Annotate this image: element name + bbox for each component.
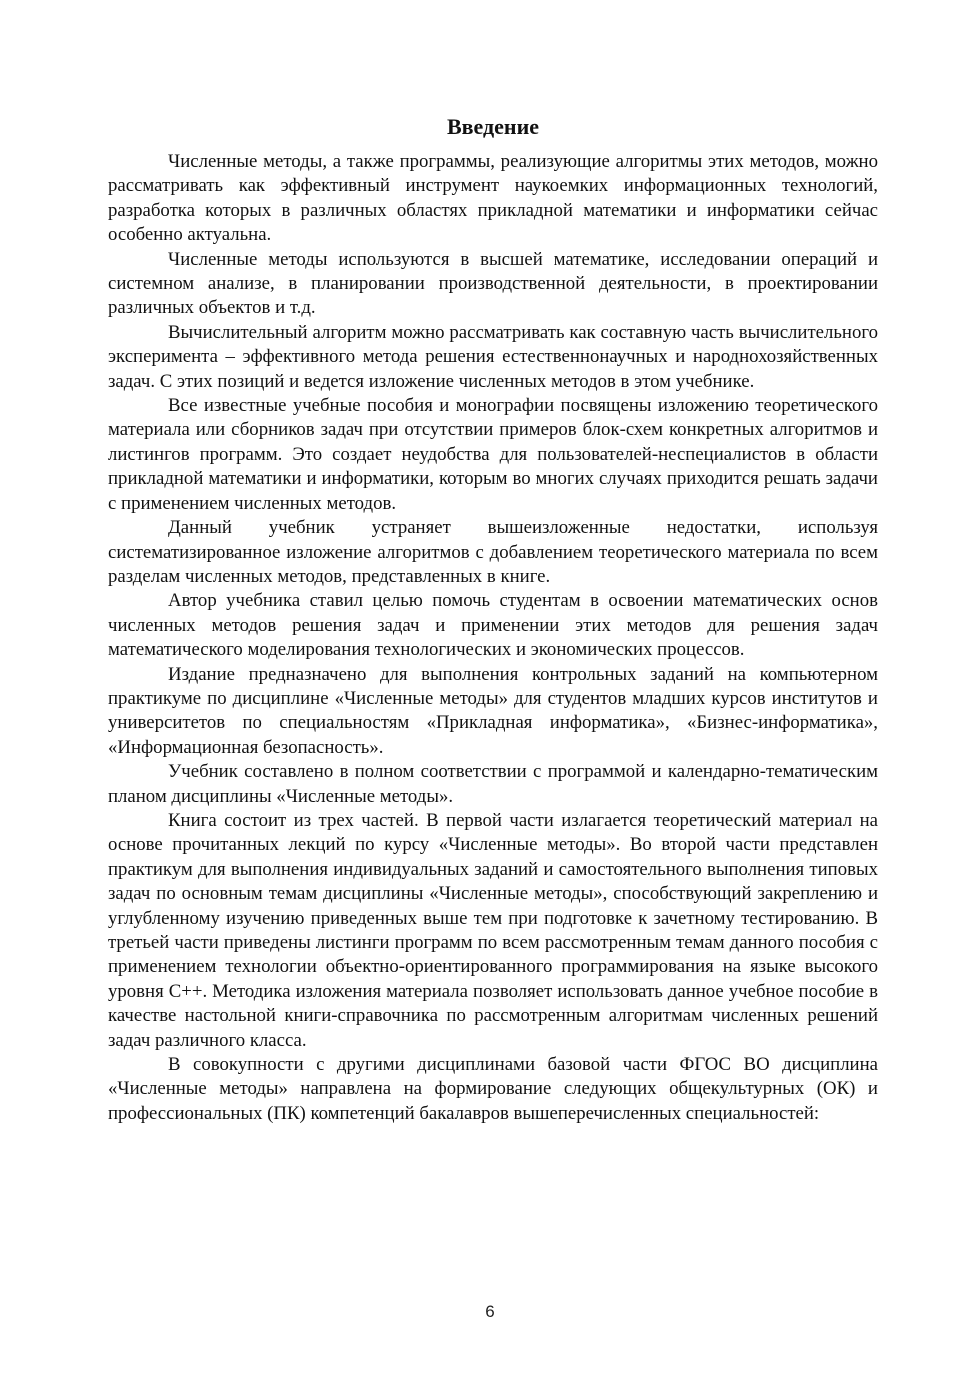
paragraph-3: Вычислительный алгоритм можно рассматривать как составную часть вычислительного эксперимента – эффективного метода решения естественнонаучных и народнохозяйственных задач. С этих позиций и ведется изложение численных методов в этом учебнике.	[108, 321, 878, 392]
page-number: 6	[485, 1302, 495, 1321]
paragraph-5: Данный учебник устраняет вышеизложенные недостатки, используя систематизированное изложение алгоритмов с добавлением теоретического материала по всем разделам численных методов, представленных в книге.	[108, 517, 878, 587]
paragraph-8: Учебник составлено в полном соответствии с программой и календарно-тематическим планом дисциплины «Численные методы».	[108, 761, 878, 807]
paragraph-4: Все известные учебные пособия и монографии посвящены изложению теоретического материала или сборников задач при отсутствии примеров блок-схем конкретных алгоритмов и листингов программ. Это создает неудобства для пользователей-неспециалистов в области прикладной математики и информатики, которым во многих случаях приходится решать задачи с применением численных методов.	[108, 395, 878, 514]
paragraph-10: В совокупности с другими дисциплинами базовой части ФГОС ВО дисциплина «Численные методы» направлена на формирование следующих общекультурных (ОК) и профессиональных (ПК) компетенций бакалавров вышеперечисленных специальностей:	[108, 1054, 878, 1124]
page-title: Введение	[446, 114, 540, 139]
paragraph-7: Издание предназначено для выполнения контрольных заданий на компьютерном практикуме по дисциплине «Численные методы» для студентов младших курсов институтов и университетов по специальностям «Прикладная информатика», «Бизнес-информатика», «Информационная безопасность».	[108, 663, 878, 758]
paragraph-9: Книга состоит из трех частей. В первой части излагается теоретический материал на основе прочитанных лекций по курсу «Численные методы». Во второй части представлен практикум для выполнения индивидуальных заданий и самостоятельного выполнения типовых задач по основным темам дисциплины «Численные методы», способствующий закреплению и углубленному изучению приведенных выше тем при подготовке к зачетному тестированию. В третьей части приведены листинги программ по всем рассмотренным темам данного пособия с применением технологии объектно-ориентированного программирования на языке высокого уровня С++. Методика изложения материала позволяет использовать данное учебное пособие в качестве настольной книги-справочника по рассмотренным алгоритмам численных решений задач различного класса.	[108, 809, 878, 1051]
paragraph-2: Численные методы используются в высшей математике, исследовании операций и системном анализе, в планировании производственной деятельности, в проектировании различных объектов и т.д.	[108, 248, 878, 319]
paragraph-6: Автор учебника ставил целью помочь студентам в освоении математических основ численных методов решения задач и применении этих методов для решения задач математического моделирования технологических и экономических процессов.	[108, 590, 878, 661]
document-page	[108, 112, 878, 1126]
paragraph-1: Численные методы, а также программы, реализующие алгоритмы этих методов, можно рассматривать как эффективный инструмент наукоемких информационных технологий, разработка которых в различных областях прикладной математики и информатики сейчас особенно актуальна.	[108, 151, 878, 246]
